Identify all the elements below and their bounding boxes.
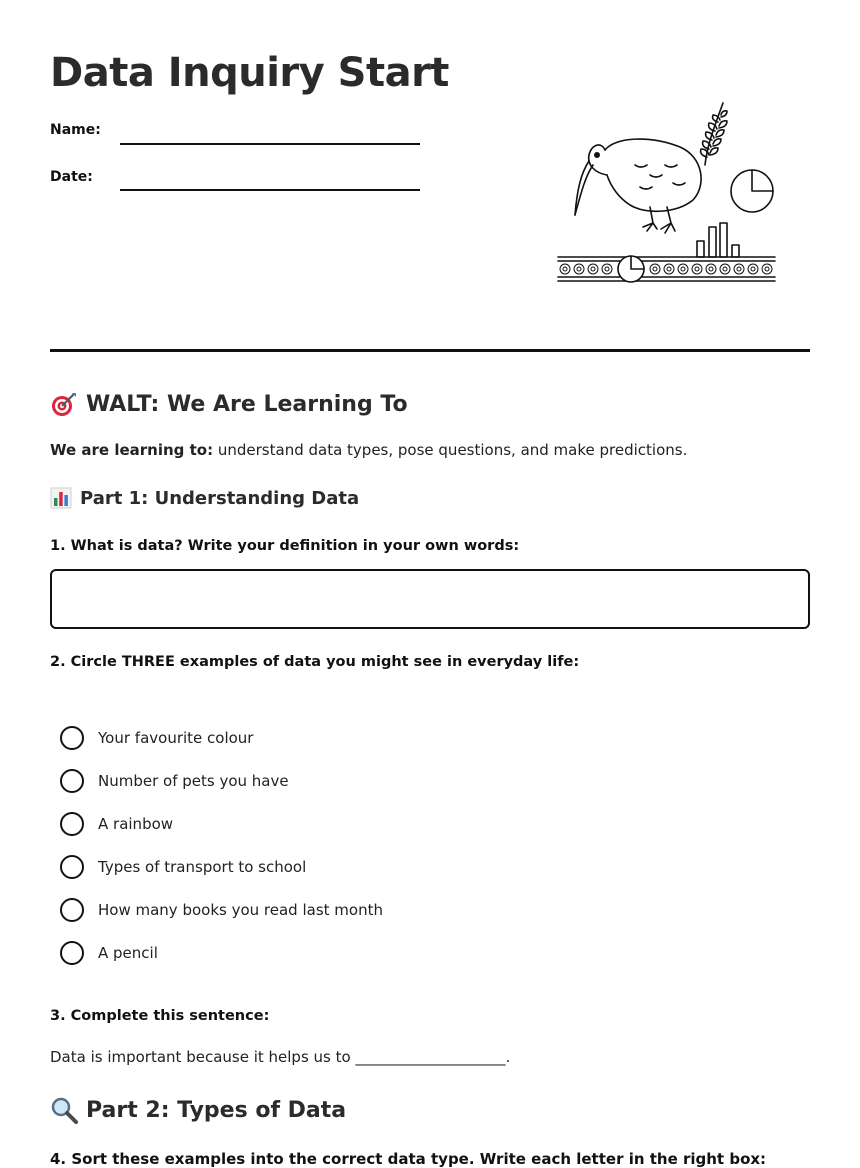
- option-label: Number of pets you have: [98, 771, 289, 790]
- circle-marker[interactable]: [60, 812, 84, 836]
- name-field[interactable]: [120, 143, 420, 145]
- part1-heading: [50, 487, 359, 509]
- option-label: A pencil: [98, 943, 158, 962]
- option-label: Types of transport to school: [98, 857, 307, 876]
- list-item[interactable]: [60, 931, 383, 974]
- magnifying-glass-icon: [50, 1096, 78, 1124]
- definition-answer-box[interactable]: [50, 569, 810, 629]
- part1-heading-text: Part 1: Understanding Data: [80, 487, 360, 509]
- walt-lead: We are learning to:: [50, 441, 214, 459]
- target-dart-icon: [50, 391, 78, 417]
- option-label: A rainbow: [98, 814, 174, 833]
- name-label: Name:: [50, 122, 101, 138]
- circle-marker[interactable]: [60, 941, 84, 965]
- walt-heading: [50, 391, 408, 417]
- kiwi-bird-illustration: [555, 95, 780, 285]
- list-item[interactable]: [60, 845, 383, 888]
- option-label: Your favourite colour: [98, 728, 254, 747]
- part2-heading: [50, 1096, 346, 1124]
- question-4: 4. Sort these examples into the correct data type. Write each letter in the right box:: [50, 1150, 767, 1168]
- bar-chart-icon: [50, 487, 72, 509]
- part2-heading-text: Part 2: Types of Data: [86, 1097, 347, 1123]
- sentence-prompt[interactable]: Data is important because it helps us to ____________________.: [50, 1048, 511, 1066]
- walt-statement: [50, 441, 687, 459]
- examples-list: [60, 716, 383, 974]
- date-field[interactable]: [120, 189, 420, 191]
- list-item[interactable]: [60, 716, 383, 759]
- list-item[interactable]: [60, 888, 383, 931]
- page-title: Data Inquiry Start: [50, 50, 449, 96]
- circle-marker[interactable]: [60, 726, 84, 750]
- date-label: Date:: [50, 169, 93, 185]
- circle-marker[interactable]: [60, 769, 84, 793]
- list-item[interactable]: [60, 802, 383, 845]
- list-item[interactable]: [60, 759, 383, 802]
- question-1: 1. What is data? Write your definition in your own words:: [50, 538, 520, 554]
- question-3: 3. Complete this sentence:: [50, 1008, 270, 1024]
- walt-text: understand data types, pose questions, and make predictions.: [217, 441, 688, 459]
- circle-marker[interactable]: [60, 898, 84, 922]
- walt-heading-text: WALT: We Are Learning To: [86, 391, 408, 417]
- section-divider: [50, 349, 810, 352]
- option-label: How many books you read last month: [98, 900, 383, 919]
- circle-marker[interactable]: [60, 855, 84, 879]
- question-2: 2. Circle THREE examples of data you might see in everyday life:: [50, 654, 580, 670]
